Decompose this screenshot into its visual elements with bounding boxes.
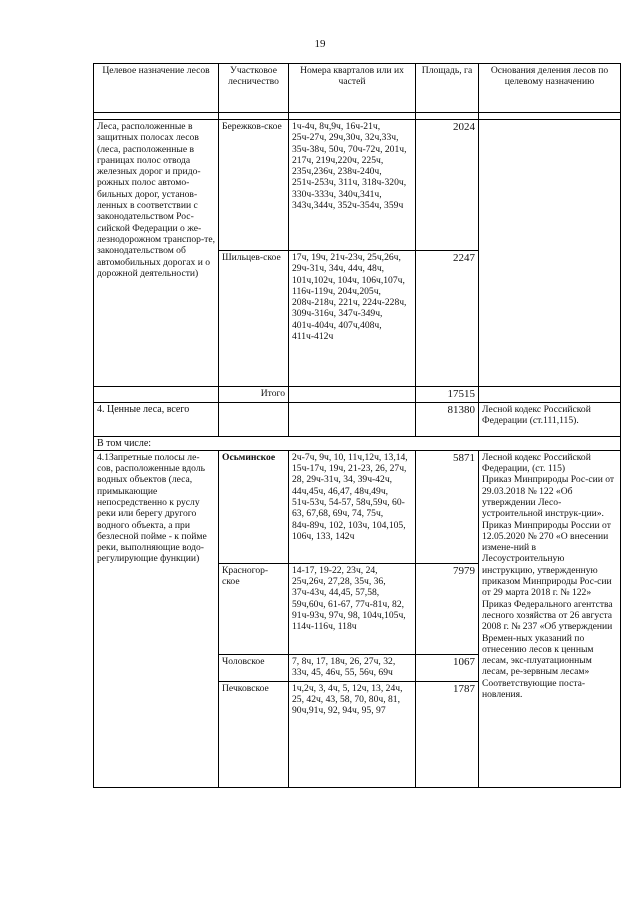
area-value: 2024 [416,120,479,251]
quarter-numbers: 1ч,2ч, 3, 4ч, 5, 12ч, 13, 24ч, 25, 42ч, 43, 58, 70, 80ч, 81, 90ч,91ч, 92, 94ч, 95, 97 [289,681,416,787]
quarter-numbers: 2ч-7ч, 9ч, 10, 11ч,12ч, 13,14, 15ч-17ч, 19ч, 21-23, 26, 27ч, 28, 29ч-31ч, 34, 39ч-42ч, 44ч,45ч, 46,47, 48ч,49ч, 51ч-53ч, 54-57, 58ч,59ч, 60-63, 67,68, 69ч, 74, 75ч, 84ч-89ч, 102, 103ч, 104,105, 106ч, 133, 142ч [289,450,416,563]
valuable-area: 81380 [416,402,479,436]
prohibited-purpose-cell: 4.1Запретные полосы ле-сов, расположенные вдоль водных объектов (леса, примыкающие непосредственно к руслу реки или берегу другого водного объекта, а при безлесной пойме - к пойме реки, выполняющие водо-регулирующие функции) [94,450,219,787]
header-area: Площадь, га [416,64,479,113]
forestry-name: Чоловское [219,654,289,681]
table-header-row [94,64,621,113]
total-area: 17515 [416,387,479,403]
forestry-name: Бережков-ское [219,120,289,251]
forestry-name: Осьминское [219,450,289,563]
valuable-basis: Лесной кодекс Российской Федерации (ст.111,115). [479,402,621,436]
header-basis: Основания деления лесов по целевому назначению [479,64,621,113]
valuable-row [94,402,621,436]
including-row [94,436,621,450]
forest-purpose-table [93,63,621,788]
area-value: 1067 [416,654,479,681]
quarter-numbers: 7, 8ч, 17, 18ч, 26, 27ч, 32, 33ч, 45, 46ч, 55, 56ч, 69ч [289,654,416,681]
quarter-numbers: 17ч, 19ч, 21ч-23ч, 25ч,26ч, 29ч-31ч, 34ч, 44ч, 48ч, 101ч,102ч, 104ч, 106ч,107ч, 116ч-119ч, 204ч,205ч, 208ч-218ч, 221ч, 224ч-228ч, 309ч-316ч, 347ч-349ч, 401ч-404ч, 407ч,408ч, 411ч-412ч [289,251,416,387]
header-quarters: Номера кварталов или их частей [289,64,416,113]
spacer-row [94,113,621,120]
protective-basis-cell [479,120,621,387]
area-value: 5871 [416,450,479,563]
including-label: В том числе: [94,436,621,450]
table-row [94,450,621,563]
protective-purpose-cell: Леса, расположенные в защитных полосах лесов (леса, расположенные в границах полос отвода железных дорог и придо-рожных полос автомо-бильных дорог, установ-ленных в соответствии с законодательством Рос-сийской Федерации о же-лезнодорожном транспор-те, законодательством об автомобильных дорогах и о дорожной деятельности) [94,120,219,387]
area-value: 7979 [416,563,479,654]
forestry-name: Шильцев-ское [219,251,289,387]
header-forestry: Участковое лесничество [219,64,289,113]
total-label: Итого [219,387,289,403]
page-number: 19 [314,38,326,50]
area-value: 1787 [416,681,479,787]
forestry-name: Печковское [219,681,289,787]
valuable-label: 4. Ценные леса, всего [94,402,219,436]
header-purpose: Целевое назначение лесов [94,64,219,113]
area-value: 2247 [416,251,479,387]
table-row [94,120,621,251]
forestry-name: Красногор-ское [219,563,289,654]
total-row [94,387,621,403]
quarter-numbers: 1ч-4ч, 8ч,9ч, 16ч-21ч, 25ч-27ч, 29ч,30ч, 32ч,33ч, 35ч-38ч, 50ч, 70ч-72ч, 201ч, 217ч, 219ч,220ч, 225ч, 235ч,236ч, 238ч-240ч, 251ч-253ч, 311ч, 318ч-320ч, 330ч-333ч, 340ч,341ч, 343ч,344ч, 352ч-354ч, 359ч [289,120,416,251]
prohibited-basis-cell: Лесной кодекс Российской Федерации, (ст. 115) Приказ Минприроды Рос-сии от 29.03.2018 № 122 «Об утверждении Лесо-устроительной инструк-ции». Приказ Минприроды России от 12.05.2020 № 270 «О внесении измене-ний в Лесоустроительную инструкцию, утвержденную приказом Минприроды Рос-сии от 29 марта 2018 г. № 122» Приказ Федерального агентства лесного хозяйства от 26 августа 2008 г. № 237 «Об утверждении Времен-ных указаний по отнесению лесов к ценным лесам, экс-плуатационным лесам, ре-зервным лесам» Соответствующие поста-новления. [479,450,621,787]
quarter-numbers: 14-17, 19-22, 23ч, 24, 25ч,26ч, 27,28, 35ч, 36, 37ч-43ч, 44,45, 57,58, 59ч,60ч, 61-67, 77ч-81ч, 82, 91ч-93ч, 97ч, 98, 104ч,105ч, 114ч-116ч, 118ч [289,563,416,654]
